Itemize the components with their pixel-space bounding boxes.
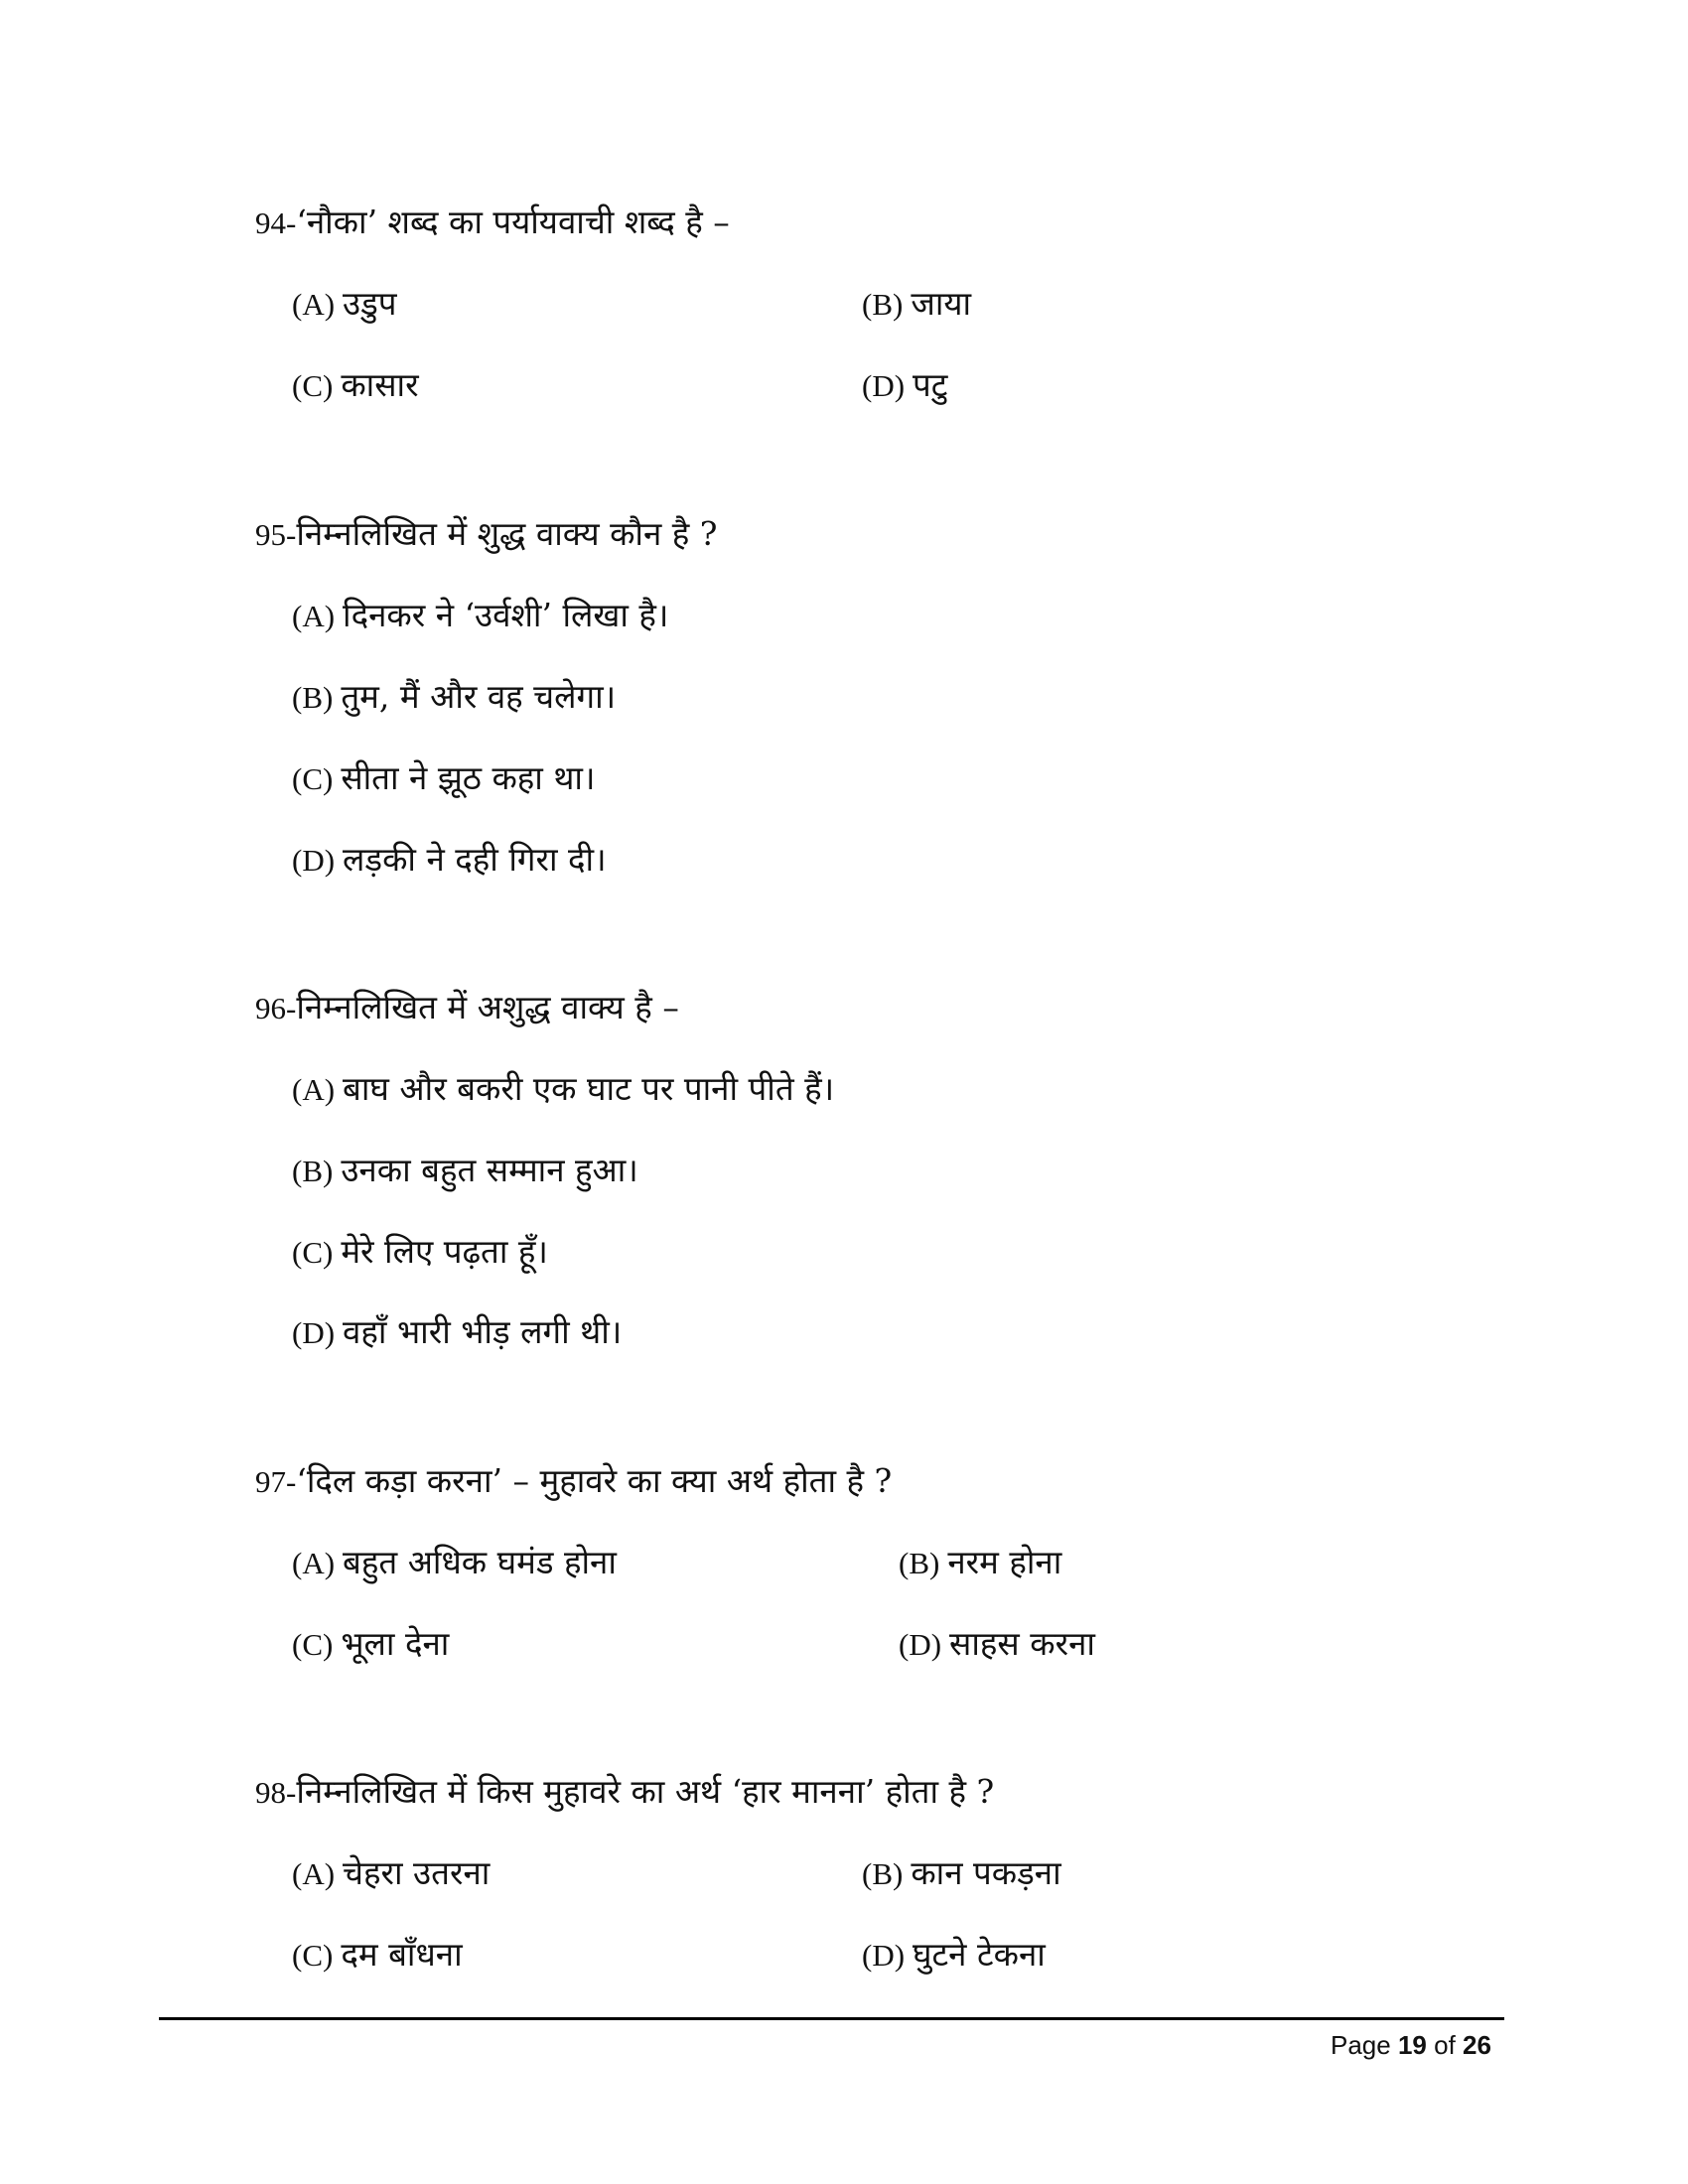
option-label: (C) (292, 761, 334, 796)
option-text: साहस करना (949, 1624, 1095, 1663)
option-text: बाघ और बकरी एक घाट पर पानी पीते हैं। (343, 1069, 835, 1108)
option-text: भूला देना (341, 1624, 450, 1663)
option-a (292, 282, 397, 327)
option-text: लड़की ने दही गिरा दी। (343, 840, 607, 879)
option-b (862, 1851, 1061, 1896)
question-96 (255, 986, 679, 1030)
page-number (1331, 2025, 1491, 2065)
option-a (292, 594, 668, 638)
question-number: 96- (255, 991, 297, 1025)
question-text: निम्नलिखित में किस मुहावरे का अर्थ ‘हार मानना’ होता है ? (296, 1772, 995, 1811)
option-d (292, 838, 607, 883)
option-label: (B) (292, 680, 334, 715)
option-label: (D) (862, 1938, 906, 1973)
option-c (292, 363, 419, 408)
option-label: (D) (292, 1315, 336, 1350)
question-94 (255, 201, 730, 245)
option-label: (C) (292, 1235, 334, 1270)
question-97 (255, 1459, 892, 1504)
question-95 (255, 512, 718, 557)
option-b (899, 1541, 1061, 1585)
option-label: (C) (292, 368, 334, 403)
question-text: निम्नलिखित में शुद्ध वाक्य कौन है ? (296, 514, 718, 553)
question-number: 97- (255, 1464, 297, 1499)
option-text: सीता ने झूठ कहा था। (341, 758, 596, 797)
page-total: 26 (1463, 2030, 1491, 2060)
option-a (292, 1851, 490, 1896)
option-label: (A) (292, 287, 336, 322)
question-number: 95- (255, 517, 297, 552)
option-text: दिनकर ने ‘उर्वशी’ लिखा है। (343, 596, 669, 634)
option-a (292, 1067, 834, 1112)
option-b (292, 1149, 638, 1193)
option-d (292, 1310, 622, 1355)
question-text: निम्नलिखित में अशुद्ध वाक्य है – (296, 988, 679, 1026)
option-text: पटु (913, 365, 948, 404)
question-number: 98- (255, 1775, 297, 1810)
option-text: कान पकड़ना (911, 1853, 1061, 1892)
option-text: चेहरा उतरना (343, 1853, 491, 1892)
option-b (862, 282, 971, 327)
option-text: घुटने टेकना (913, 1935, 1046, 1974)
option-text: जाया (911, 284, 972, 323)
option-text: वहाँ भारी भीड़ लगी थी। (343, 1312, 623, 1351)
footer-divider (159, 2017, 1504, 2020)
option-d (899, 1622, 1095, 1667)
option-text: दम बाँधना (341, 1935, 463, 1974)
option-a (292, 1541, 617, 1585)
option-text: उनका बहुत सम्मान हुआ। (341, 1151, 638, 1189)
option-text: बहुत अधिक घमंड होना (343, 1543, 617, 1581)
question-number: 94- (255, 205, 297, 240)
option-b (292, 675, 616, 720)
option-label: (B) (862, 287, 904, 322)
option-label: (B) (292, 1154, 334, 1188)
option-label: (B) (862, 1856, 904, 1891)
question-text: ‘नौका’ शब्द का पर्यायवाची शब्द है – (296, 203, 730, 241)
option-label: (A) (292, 1546, 336, 1580)
option-c (292, 1622, 449, 1667)
option-label: (D) (292, 843, 336, 878)
option-label: (B) (899, 1546, 940, 1580)
option-text: मेरे लिए पढ़ता हूँ। (341, 1232, 548, 1271)
option-label: (C) (292, 1938, 334, 1973)
option-d (862, 1933, 1046, 1978)
option-text: उडुप (343, 284, 397, 323)
option-label: (D) (899, 1627, 942, 1662)
option-c (292, 1230, 548, 1275)
page-word: Page (1331, 2030, 1391, 2060)
option-d (862, 363, 947, 408)
option-c (292, 1933, 463, 1978)
option-text: तुम, मैं और वह चलेगा। (341, 677, 617, 716)
option-label: (A) (292, 1856, 336, 1891)
option-label: (A) (292, 599, 336, 633)
option-label: (C) (292, 1627, 334, 1662)
question-text: ‘दिल कड़ा करना’ – मुहावरे का क्या अर्थ होता है ? (296, 1461, 893, 1500)
option-label: (A) (292, 1072, 336, 1107)
option-label: (D) (862, 368, 906, 403)
option-text: कासार (341, 365, 419, 404)
page-current: 19 (1397, 2030, 1427, 2060)
option-c (292, 756, 596, 801)
option-text: नरम होना (947, 1543, 1062, 1581)
of-word: of (1434, 2030, 1456, 2060)
question-98 (255, 1770, 994, 1815)
